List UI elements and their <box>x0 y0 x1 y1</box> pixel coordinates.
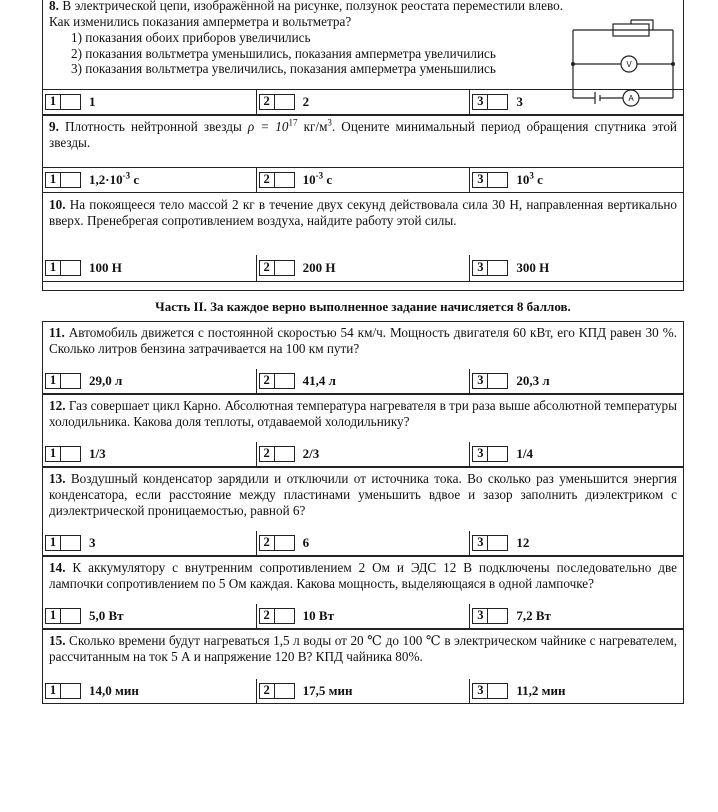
answer-checkbox[interactable] <box>488 535 508 551</box>
density-units: кг/м <box>297 118 328 134</box>
answer-option[interactable] <box>256 604 470 628</box>
question-body-end: . Оцените минимальный период обращения спутника этой звезды. <box>49 118 677 150</box>
answer-value: $10^3$ с <box>516 170 543 187</box>
answer-number: 2 <box>259 172 275 188</box>
answer-option[interactable] <box>469 168 683 192</box>
answer-value: 2/3 <box>302 445 320 461</box>
answer-checkbox[interactable] <box>488 94 508 110</box>
option-3: 3) показания вольтметра увеличились, показания амперметра уменьшились <box>71 61 496 76</box>
question-body: Воздушный конденсатор зарядили и отключили от источника тока. Во сколько раз уменьшится энергия конденсатора, если расстояние между пластинами уменьшить вдвое и зазор заполнить диэлектриком с диэлектрической проницаемостью, равной 6? <box>49 470 677 518</box>
question-11 <box>42 321 684 394</box>
answer-checkbox[interactable] <box>61 683 81 699</box>
answer-number: 3 <box>472 172 488 188</box>
answer-checkbox[interactable] <box>488 373 508 389</box>
answer-value: 6 <box>302 534 310 550</box>
question-13 <box>42 467 684 556</box>
question-body: Плотность нейтронной звезды <box>64 118 248 134</box>
ammeter-label: A <box>628 94 634 103</box>
answer-value: 200 Н <box>302 259 336 275</box>
answer-value: 2 <box>302 93 310 109</box>
answer-value: 7,2 Вт <box>516 607 551 623</box>
answer-number: 1 <box>45 373 61 389</box>
question-10 <box>42 193 684 291</box>
answer-checkbox[interactable] <box>61 260 81 276</box>
answer-value: 17,5 мин <box>302 682 353 698</box>
answer-value: $1,2\cdot 10^{-3}$ с <box>89 170 140 187</box>
answer-option[interactable] <box>469 369 683 393</box>
answer-option[interactable] <box>469 679 683 703</box>
answer-checkbox[interactable] <box>61 446 81 462</box>
part-2-title: Часть II. За каждое верно выполненное задание начисляется 8 баллов. <box>155 298 571 314</box>
answer-option[interactable] <box>43 90 256 114</box>
answer-checkbox[interactable] <box>61 373 81 389</box>
option-1: 1) показания обоих приборов увеличились <box>71 30 311 45</box>
answer-option[interactable] <box>256 255 470 281</box>
answer-option[interactable] <box>469 90 683 114</box>
answer-number: 2 <box>259 446 275 462</box>
answer-row-15 <box>43 679 683 703</box>
answer-option[interactable] <box>256 442 470 466</box>
answer-checkbox[interactable] <box>488 683 508 699</box>
answer-option[interactable] <box>43 442 256 466</box>
answer-value: 14,0 мин <box>89 682 139 698</box>
question-number: 15. <box>49 632 66 648</box>
answer-number: 3 <box>472 446 488 462</box>
answer-number: 3 <box>472 608 488 624</box>
answer-number: 1 <box>45 172 61 188</box>
answer-checkbox[interactable] <box>488 172 508 188</box>
answer-number: 2 <box>259 260 275 276</box>
question-number: 8. <box>49 0 59 13</box>
question-14 <box>42 556 684 629</box>
question-11-text <box>43 322 683 369</box>
answer-value: 11,2 мин <box>516 682 566 698</box>
question-8 <box>42 0 684 115</box>
answer-option[interactable] <box>256 168 470 192</box>
answer-option[interactable] <box>43 604 256 628</box>
voltmeter-icon <box>621 56 637 72</box>
answer-checkbox[interactable] <box>61 535 81 551</box>
answer-option[interactable] <box>469 442 683 466</box>
answer-option[interactable] <box>256 531 470 555</box>
answer-checkbox[interactable] <box>275 535 295 551</box>
question-9 <box>42 115 684 193</box>
answer-number: 1 <box>45 94 61 110</box>
question-12 <box>42 394 684 467</box>
answer-option[interactable] <box>43 369 256 393</box>
answer-checkbox[interactable] <box>275 172 295 188</box>
answer-option[interactable] <box>43 168 256 192</box>
answer-option[interactable] <box>469 604 683 628</box>
answer-value: 3 <box>516 93 523 109</box>
answer-checkbox[interactable] <box>275 260 295 276</box>
question-body: Газ совершает цикл Карно. Абсолютная температура нагревателя в три раза выше абсолютной температуры холодильника. Какова доля теплоты, отдаваемой холодильнику? <box>49 397 677 429</box>
answer-row-13 <box>43 531 683 555</box>
answer-option[interactable] <box>43 255 256 281</box>
answer-checkbox[interactable] <box>275 683 295 699</box>
question-12-text <box>43 395 683 442</box>
density-formula: ρ = 10 <box>247 118 289 134</box>
answer-value: 10 Вт <box>302 607 334 623</box>
answer-value: 29,0 л <box>89 372 123 388</box>
answer-number: 3 <box>472 94 488 110</box>
answer-value: 5,0 Вт <box>89 607 124 623</box>
question-body: В электрической цепи, изображённой на рисунке, ползунок реостата переместили влево. Как изменились показания амперметра и вольтметра? <box>49 0 563 29</box>
answer-value: 12 <box>516 534 530 550</box>
answer-row-11 <box>43 369 683 393</box>
question-number: 14. <box>49 559 66 575</box>
answer-number: 3 <box>472 535 488 551</box>
question-number: 12. <box>49 397 66 413</box>
question-number: 11. <box>49 324 65 340</box>
question-15 <box>42 629 684 704</box>
answer-number: 1 <box>45 683 61 699</box>
question-number: 9. <box>49 118 59 134</box>
answer-checkbox[interactable] <box>275 446 295 462</box>
answer-option[interactable] <box>469 255 683 281</box>
question-number: 10. <box>49 196 66 212</box>
answer-row-10 <box>43 255 683 281</box>
answer-number: 2 <box>259 535 275 551</box>
answer-value: 1 <box>89 93 96 109</box>
answer-option[interactable] <box>256 679 470 703</box>
answer-value: 3 <box>89 534 96 550</box>
answer-number: 3 <box>472 373 488 389</box>
answer-value: 1/3 <box>89 445 106 461</box>
answer-checkbox[interactable] <box>488 260 508 276</box>
answer-checkbox[interactable] <box>275 608 295 624</box>
answer-checkbox[interactable] <box>275 94 295 110</box>
question-15-text <box>43 630 683 679</box>
answer-option[interactable] <box>469 531 683 555</box>
answer-option[interactable] <box>256 90 470 114</box>
answer-row-9 <box>43 167 683 192</box>
voltmeter-label: V <box>626 60 632 69</box>
answer-value: 20,3 л <box>516 372 550 388</box>
answer-value: 300 Н <box>516 259 550 275</box>
answer-checkbox[interactable] <box>61 94 81 110</box>
answer-number: 1 <box>45 535 61 551</box>
question-10-text <box>43 193 683 255</box>
answer-number: 3 <box>472 260 488 276</box>
question-body: На покоящееся тело массой 2 кг в течение двух секунд действовала сила 30 Н, направленная вертикально вверх. Пренебрегая сопротивлением воздуха, найдите работу этой силы. <box>49 196 678 228</box>
answer-number: 2 <box>259 373 275 389</box>
answer-value: $10^{-3}$ с <box>302 170 333 187</box>
option-2: 2) показания вольтметра уменьшились, показания амперметра увеличились <box>71 45 496 61</box>
answer-checkbox[interactable] <box>61 172 81 188</box>
question-body: Автомобиль движется с постоянной скоростью 54 км/ч. Мощность двигателя 60 кВт, его КПД равен 30 %. Сколько литров бензина затрачивается на 100 км пути? <box>49 324 677 356</box>
answer-number: 2 <box>259 608 275 624</box>
answer-number: 1 <box>45 260 61 276</box>
answer-checkbox[interactable] <box>488 608 508 624</box>
answer-row-14 <box>43 604 683 628</box>
answer-checkbox[interactable] <box>275 373 295 389</box>
question-number: 13. <box>49 470 66 486</box>
density-exponent: 17 <box>288 117 298 128</box>
test-sheet <box>42 0 684 704</box>
question-14-text <box>43 557 683 604</box>
answer-number: 1 <box>45 608 61 624</box>
question-body: К аккумулятору с внутренним сопротивлением 2 Ом и ЭДС 12 В подключены последовательно две лампочки сопротивлением по 5 Ом каждая. Какова мощность, выделяющаяся в одной лампочке? <box>49 559 678 591</box>
question-9-text <box>43 116 683 167</box>
answer-value: 41,4 л <box>302 372 336 388</box>
answer-number: 3 <box>472 683 488 699</box>
answer-number: 2 <box>259 94 275 110</box>
answer-option[interactable] <box>256 369 470 393</box>
answer-value: 100 Н <box>89 259 122 275</box>
answer-checkbox[interactable] <box>61 608 81 624</box>
answer-value: 1/4 <box>516 445 533 461</box>
units-exponent: 3 <box>327 117 332 128</box>
answer-row-12 <box>43 442 683 466</box>
answer-number: 1 <box>45 446 61 462</box>
answer-option[interactable] <box>43 531 256 555</box>
answer-row-8 <box>43 89 683 114</box>
answer-option[interactable] <box>43 679 256 703</box>
answer-checkbox[interactable] <box>488 446 508 462</box>
answer-number: 2 <box>259 683 275 699</box>
question-body: Сколько времени будут нагреваться 1,5 л воды от 20 ℃ до 100 ℃ в электрическом чайнике с нагревателем, рассчитанным на ток 5 А и напряжение 120 В? КПД чайника 80%. <box>49 632 678 664</box>
question-13-text <box>43 468 683 531</box>
